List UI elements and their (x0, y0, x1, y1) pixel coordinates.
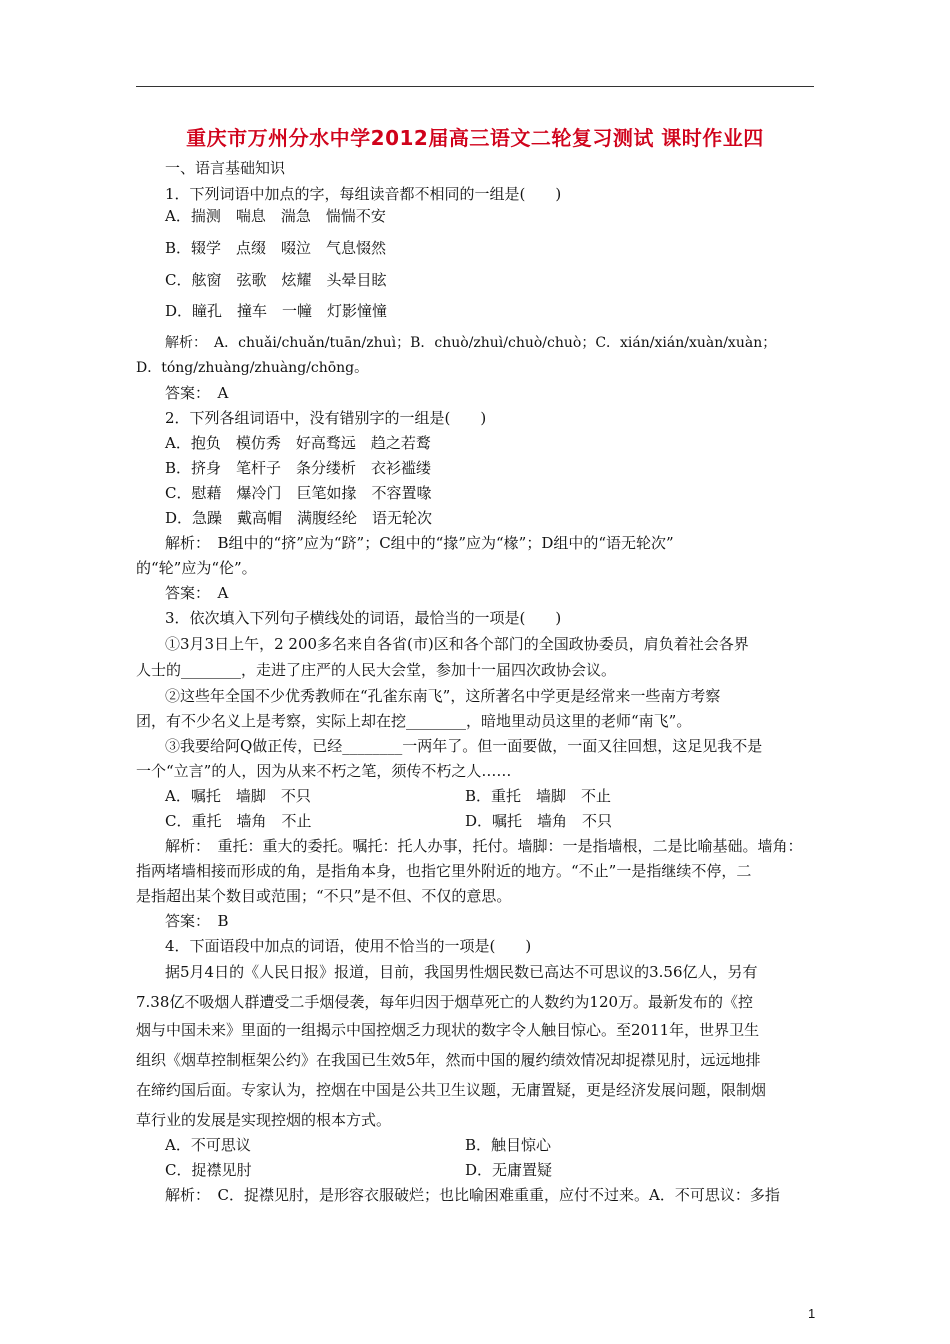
q2-option-c: C．慰藉 爆冷门 巨笔如掾 不容置喙 (165, 484, 432, 502)
q2-answer: 答案： A (165, 584, 229, 602)
q3-sentence1-line2: 人士的________，走进了庄严的人民大会堂，参加十一届四次政协会议。 (136, 661, 617, 679)
q4-explanation-line1: 解析： C．捉襟见肘，是形容衣服破烂；也比喻困难重重，应付不过来。A．不可思议：多指 (165, 1186, 780, 1204)
q3-answer: 答案： B (165, 912, 229, 930)
header-rule (136, 86, 814, 87)
q3-option-b: B．重托 墙脚 不止 (465, 787, 612, 805)
q1-option-a: A．揣测 喘息 湍急 惴惴不安 (165, 207, 386, 225)
q2-option-d: D．急躁 戴高帽 满腹经纶 语无轮次 (165, 509, 433, 527)
q2-explanation-line2: 的“轮”应为“伦”。 (136, 559, 257, 577)
q3-explanation-line1: 解析： 重托：重大的委托。嘱托：托人办事，托付。墙脚：一是指墙根，二是比喻基础。墙角： (165, 837, 803, 855)
q3-sentence3-line2: 一个“立言”的人，因为从来不朽之笔，须传不朽之人…… (136, 762, 512, 780)
q4-option-b: B．触目惊心 (465, 1136, 552, 1154)
page-number: 1 (808, 1306, 816, 1321)
q3-sentence2-line2: 团，有不少名义上是考察，实际上却在挖________，暗地里动员这里的老师“南飞”。 (136, 712, 692, 730)
q3-stem: 3．依次填入下列句子横线处的词语，最恰当的一项是( ) (165, 609, 562, 627)
q1-explanation-line2: D．tóng/zhuàng/zhuàng/chōng。 (136, 360, 369, 376)
q1-answer: 答案： A (165, 384, 229, 402)
q4-option-c: C．捉襟见肘 (165, 1161, 252, 1179)
q2-stem: 2．下列各组词语中，没有错别字的一组是( ) (165, 409, 487, 427)
q2-option-b: B．挤身 笔杆子 条分缕析 衣衫褴缕 (165, 459, 432, 477)
q3-sentence1-line1: ①3月3日上午，2 200多名来自各省(市)区和各个部门的全国政协委员，肩负着社会各界 (165, 635, 749, 653)
q3-sentence2-line1: ②这些年全国不少优秀教师在“孔雀东南飞”，这所著名中学更是经常来一些南方考察 (165, 687, 721, 705)
q3-explanation-line3: 是指超出某个数目或范围；“不只”是不但、不仅的意思。 (136, 887, 512, 905)
q4-passage-line3: 烟与中国未来》里面的一组揭示中国控烟乏力现状的数字令人触目惊心。至2011年，世界卫生 (136, 1021, 760, 1039)
q4-passage-line4: 组织《烟草控制框架公约》在我国已生效5年，然而中国的履约绩效情况却捉襟见肘，远远地排 (136, 1051, 761, 1069)
q1-stem: 1．下列词语中加点的字，每组读音都不相同的一组是( ) (165, 185, 562, 203)
q4-option-d: D．无庸置疑 (465, 1161, 553, 1179)
q3-option-c: C．重托 墙角 不止 (165, 812, 312, 830)
q1-option-c: C．舷窗 弦歌 炫耀 头晕目眩 (165, 271, 387, 289)
q2-explanation-line1: 解析： B组中的“挤”应为“跻”；C组中的“掾”应为“椽”；D组中的“语无轮次” (165, 534, 674, 552)
q2-option-a: A．抱负 模仿秀 好高骛远 趋之若鹜 (165, 434, 431, 452)
q4-passage-line6: 草行业的发展是实现控烟的根本方式。 (136, 1111, 392, 1129)
section-heading: 一、语言基础知识 (165, 159, 286, 177)
q4-option-a: A．不可思议 (165, 1136, 251, 1154)
q3-option-a: A．嘱托 墙脚 不只 (165, 787, 311, 805)
q4-passage-line2: 7.38亿不吸烟人群遭受二手烟侵袭，每年归因于烟草死亡的人数约为120万。最新发布的《控 (136, 993, 754, 1011)
q3-explanation-line2: 指两堵墙相接而形成的角，是指角本身，也指它里外附近的地方。“不止”一是指继续不停，二 (136, 862, 752, 880)
q4-passage-line5: 在缔约国后面。专家认为，控烟在中国是公共卫生议题，无庸置疑，更是经济发展问题，限制烟 (136, 1081, 767, 1099)
document-title: 重庆市万州分水中学2012届高三语文二轮复习测试 课时作业四 (186, 126, 764, 150)
q3-sentence3-line1: ③我要给阿Q做正传，已经________一两年了。但一面要做，一面又往回想，这足见我不是 (165, 737, 763, 755)
q4-passage-line1: 据5月4日的《人民日报》报道，目前，我国男性烟民数已高达不可思议的3.56亿人，另有 (165, 963, 758, 981)
q4-stem: 4．下面语段中加点的词语，使用不恰当的一项是( ) (165, 937, 532, 955)
q1-option-d: D．瞳孔 撞车 一幢 灯影憧憧 (165, 302, 388, 320)
q3-option-d: D．嘱托 墙角 不只 (465, 812, 613, 830)
q1-explanation-line1: 解析： A．chuǎi/chuǎn/tuān/zhuì；B．chuò/zhuì/chuò/chuò；C．xián/xián/xuàn/xuàn； (165, 335, 777, 351)
q1-option-b: B．辍学 点缀 啜泣 气息惙然 (165, 239, 387, 257)
